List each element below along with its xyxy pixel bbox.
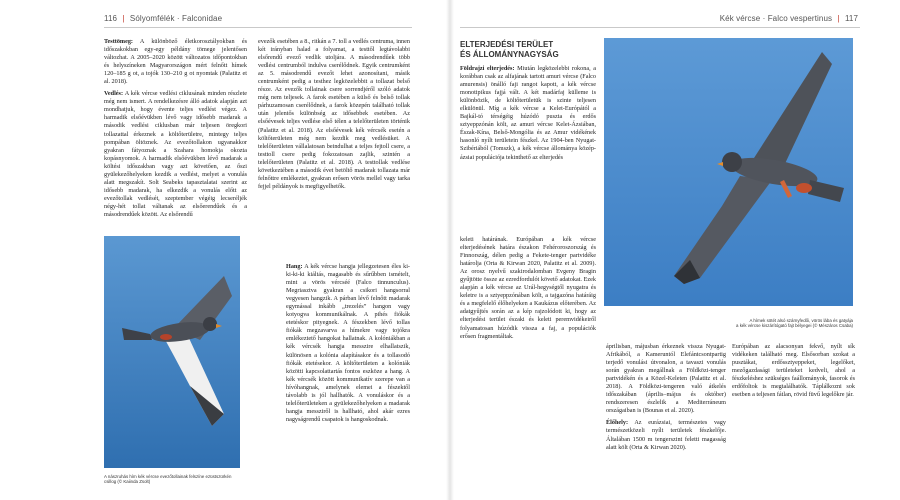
section-title-line-2: ÉS ÁLLOMÁNYNAGYSÁG [460,49,559,59]
testtomeg-lead: Testtömeg: [104,38,133,45]
falcon-illustration-right [604,38,853,306]
section-title [460,40,596,59]
elohely-lead: Élőhely: [606,419,629,427]
right-page [450,0,900,500]
paragraph-vonulas: áprilisban, májusban érkeznek vissza Nyugat-Afrikából, a Kameruntól Elefántcsontpartig terjedő vonulási útvonalon, a tavaszi vonulás során gyakran megállnak a Földközi-tenger partvidékén és a Közel-Keleten (Palatitz et al. 2018). A Földközi-tengeren való átkelés időszakában (április–május és október) rendszeresen észlelik a Mediterráneum országaiban is (Bounas et al. 2020). [606,343,726,415]
right-caption-line-2: a kék vércse kiszárítógató fajt bélyegei (© Mészáros Csaba) [736,323,853,329]
left-photo-caption: A nászruhás hím kék vércse evezőtollainak felszíne ezüstszürkén csillog (© Kaiinda Zsolt) [104,474,232,485]
right-caption-line-1: A hímek sötét alsó szárnyfedői, vörös lába és gatyája [749,318,853,323]
hang-text: A kék vércse hangja jellegzetesen éles ki-ki-ki-ki kiáltás, magasabb és sűrűbben ismételt, mint a vörös vércséé (Falco tinnunculus). Megriasztva gyakran a csikori hangsorral vegyesen hangzik. A párban lévő felnőtt madarak egymással inkább „trezelés” hangon vagy kotyogva kommunikálnak. A pihés fiókák etetéskor pityegnek. A fészekben lévő tollas fiókák megzavarva a hímekre vagy tojókra emlékeztető hangokat hallatnak. A kolóniákban a kék vércsék hangja messzire elhallatszik, különösen a kolónia alapításakor és a tollasodó fiókák etetésekor. A költőterületen a kolóniák közötti kapcsolattartás fontos eszköze a hang. A kék vércsék között kommunikatív szerepe van a hívóhangnak, amelynek elemei a fészektől távolabb is jól hallhatók. A vonuláskor és a telelőterületeken a gyülekezőhelyeken a madarak hangja messziről is hallható, ahol akár ezres nagyságrendű csapatok is hangoskodnak. [286,263,410,423]
falcon-flight-photo-right [604,38,853,306]
paragraph-elohely [606,419,726,451]
testtomeg-text: A különböző életkorosztályokban és időszakokban egy-egy példány tömege jelentősen változhat. A 2005–2020 között változatos időpontokban és helyszíneken Magyarországon mért felnőtt hímek 120–185 g ot, a tojók 130–210 g ot nyomtak (Palatitz et al. 2018). [104,38,247,86]
right-column-a [460,65,596,166]
left-head-rule [104,27,412,28]
falcon-illustration-left [104,236,240,468]
vedles-lead: Vedlés: [104,90,124,98]
section-title-line-1: ELTERJEDÉSI TERÜLET [460,40,554,49]
paragraph-elohely-cont: Európában az alacsonyan fekvő, nyílt sík vidékeken található meg. Elsősorban szokat a pusztákat, erdőssztyeppeket, legelőket, mezőgazdasági területeket kedveli, ahol a fészkeléshez szükséges faállományok, fasorok és erdőfoltok is megtalálhatók. Táplálkozni sok esetben a teljesen fátlan, rövid füvű legelőkre jár. [732,343,855,399]
left-page-number: 116 [104,14,118,23]
falcon-flight-photo-left [104,236,240,468]
vedles-text: A kék vércse vedlési ciklusának minden részlete még nem ismert. A rendelkezésre álló adatok alapján azt mondhatjuk, hogy évente teljes vedlést végez. A harmadik elsőévükben lévő vagy idősebb madarak a második vedlési ciklusban már teljesen öregkori tollazattal érkeznek a költőterületre, mintegy teljes pompában öltöznek. Az evezőtollakon ugyanakkor gyakran fátyoznak a Szahara homokja okozta kopásnyomok. A harmadik elsőévükben lévő madarak a költési időszakban vagy azt követően, az őszi gyülekezőhelyeken kezdik a vedlést, melyet a vonulás alatt megszakít. Solt Seabeks tapasztalatai szerint az idősebb madarak, ha elkezdik a vonulás előtt az evezőtollak vedlését, szeptember végéig lecseréljék négy-hét tollat váltanak az elsőerendűek és a másodrendűek között. Az elsőrendű [104,90,247,218]
left-column-1 [104,38,247,223]
right-column-b [606,343,726,456]
right-photo-caption [604,318,853,329]
left-column-2b [286,263,410,428]
hang-lead: Hang: [286,263,303,270]
right-column-c [732,343,855,403]
left-column-2 [258,38,410,195]
right-head-rule [460,27,860,28]
paragraph-hang [286,263,410,424]
paragraph-vedles-cont: evezők esetében a 8., ritkán a 7. toll a vedlés centruma, innen két irányban halad a folyamat, a testtől legtávolabbi elsőrendű evező vedlik utoljára. A másodrendűek több vedlési centrumból indulva cserélődnek. Egyik centrumként az 5. másodrendű evezőt lehet azonosítani, másik centrumként pedig a testhez legközelebbit a tollazat belső része. Az evezők tollainak csere sorrendjéről szóló adatok még nem teljesek. A farok esetében a külső és belső tollak párhuzamosan cserélődnek, a farok közepén található tollak után jelentős különbség az idősebbek esetében. Az elsőévesek teljes vedlése első télen a telelőterületen történik (Palatitz et al. 2018). Az elsőévesek kék vércsék esetén a költőterületen még nem kezdik meg vedlésüket. A telelőterületen vállalatosan beindulhat a teljes fejtoll csere, a testtoll csere pedig fokozatosan zajlik, szintén a telelőterületen (Palatitz et al. 2018). A testtollak vedlése következtében a második évet betöltő madarak tollazata már felnőttre emlékeztet, gyakran erősen vörös mellel vagy tarka fejjel példányok is megfigyelhetők. [258,38,410,190]
foldrajzi-lead: Földrajzi elterjedés: [460,65,515,72]
right-running-head [720,14,858,23]
paragraph-foldrajzi-cont: keleti határának. Európában a kék vércse elterjedésének határa északon Fehéroroszország és Finnország, délen pedig a Fekete-tenger partvidéke határolja (Orta & Kirwan 2020, Palatitz et al. 2009). Az orosz nyelvű szakirodalomban Evgeny Bragin gyűjtötte össze az ezredfordulót követő adatokat. Ezek alapján a kék vércse az Urál-hegységtől nyugatra és keletre is a sztyeppzónában költ, a tajgazóna határáig és a megfelelő élőhelyeken a Kaukázus előterében. Az adatgyűjtés során az a kép rajzolódott ki, hogy az elterjedési terület északi és keleti peremvidékeiről folyamatosan húzódik vissza a faj, a populációk erősen fragmentáltak. [460,236,596,340]
left-running-head [104,14,222,23]
paragraph-foldrajzi [460,65,596,162]
foldrajzi-text: Miután legközelebbi rokona, a korábban csak az alfajának tartott amuri vércse (Falco amurensis) önálló faji rangot kapott, a kék vércse monotipikus fajjá vált. A két madárfaj külleme is különbözik, de költőterületük is szinte teljesen elkülönül. Míg a kék vércse a Kelet-Európától a Bajkál-tó térségéig húzódó puszta és erdős sztyeppzónán költ, az amuri vércse Kelet-Ázsiában, Észak-Kína, Belső-Mongólia és az Amur vidékének hasonló nyílt területein fészkel. Az 1904-ben Nyugat-Szibériából (Tomszk), a kék vércse állománya közép-ázsiai populációja tekinthető az elterjedés [460,65,597,161]
right-page-number: 117 [844,14,858,23]
left-head-separator: | [122,14,125,23]
right-column-a-cont [460,236,596,486]
paragraph-vedles [104,90,247,219]
elohely-text: Az eurázsiai, természetes vagy természetközeli nyílt területek fészkelője. Általában 1500 m tengerszint feletti magasság alatt költ (Orta & Kirwan 2020). [606,419,726,451]
left-head-title: Sólyomfélék · Falconidae [129,14,223,23]
right-head-title: Kék vércse · Falco vespertinus [719,14,833,23]
right-head-separator: | [837,14,840,23]
paragraph-testtomeg [104,38,247,86]
